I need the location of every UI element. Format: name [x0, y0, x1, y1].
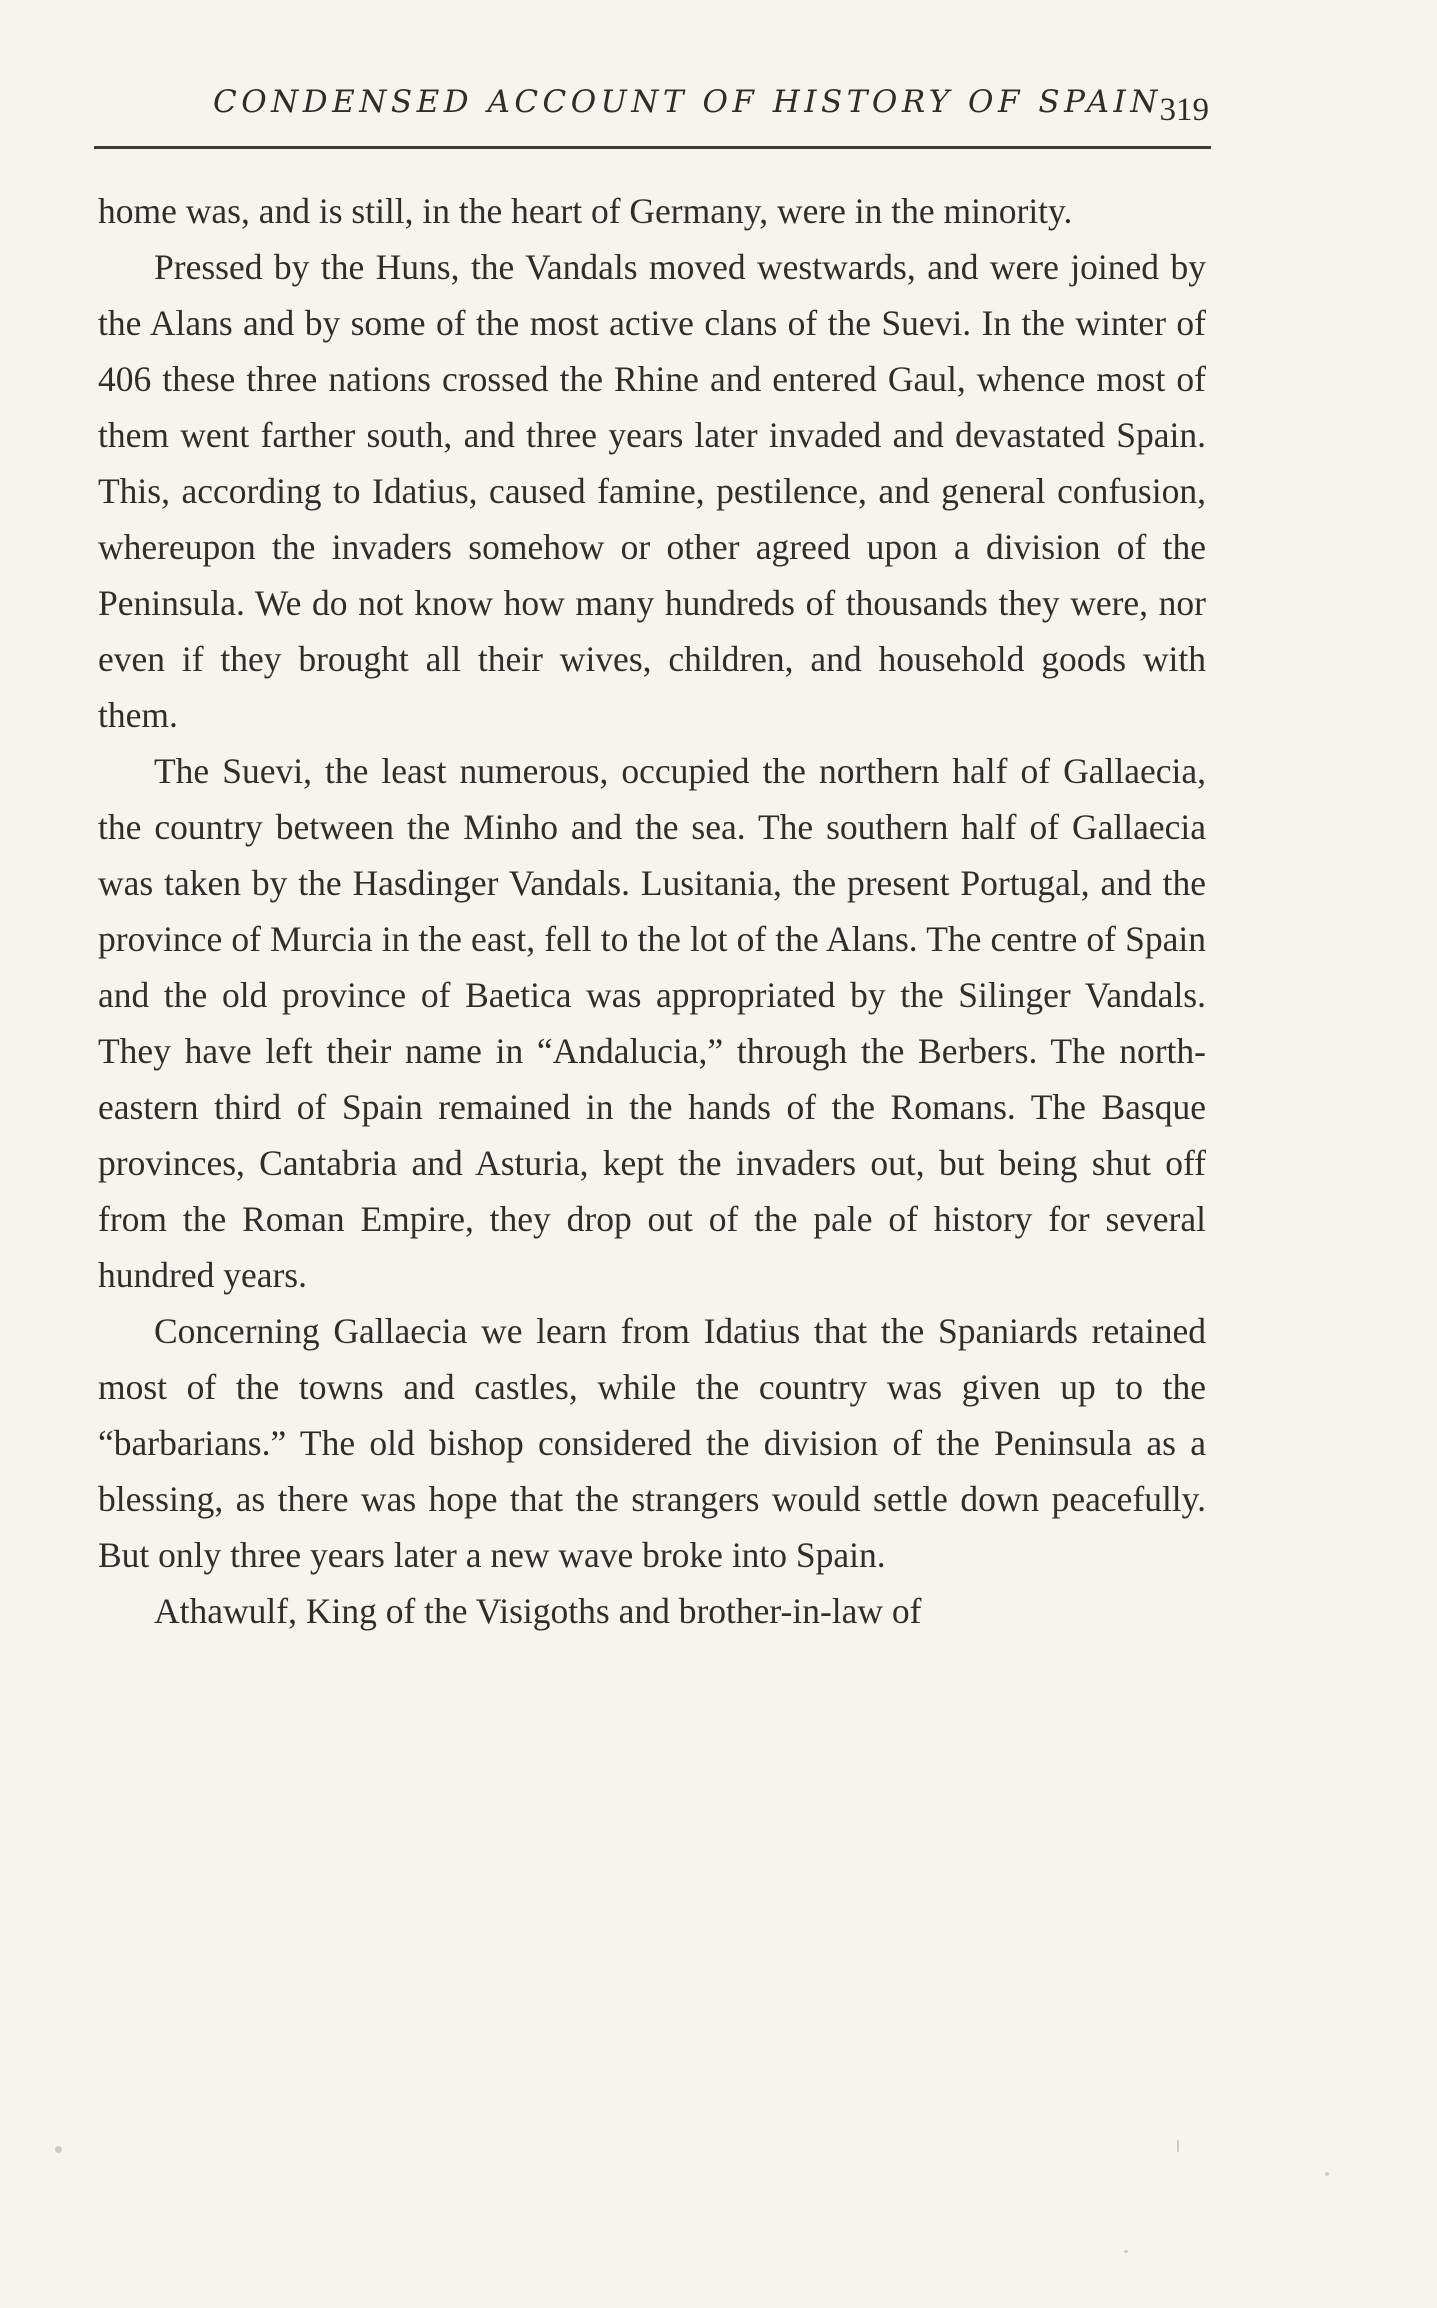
page-number: 319: [1159, 92, 1209, 128]
paragraph-continuation: home was, and is still, in the heart of Germany, were in the minority.: [98, 191, 1073, 231]
body-text: [98, 183, 1206, 1639]
paper-speck: [1325, 2172, 1329, 2176]
header-rule: [94, 146, 1211, 149]
paper-speck: [55, 2146, 62, 2153]
paper-speck: [1177, 2140, 1179, 2152]
paragraph-athawulf: Athawulf, King of the Visigoths and brother-in-law of: [154, 1591, 922, 1631]
paragraph-gallaecia: Concerning Gallaecia we learn from Idatius that the Spaniards retained most of the towns and castles, while the country was given up to the “barbarians.” The old bishop considered the division of the Peninsula as a blessing, as there was hope that the strangers would settle down peacefully. But only three years later a new wave broke into Spain.: [98, 1311, 1206, 1575]
paragraph-vandals: Pressed by the Huns, the Vandals moved westwards, and were joined by the Alans and by some of the most active clans of the Suevi. In the winter of 406 these three nations crossed the Rhine and entered Gaul, whence most of them went farther south, and three years later invaded and devastated Spain. This, according to Idatius, caused famine, pestilence, and general confusion, whereupon the invaders somehow or other agreed upon a division of the Peninsula. We do not know how many hundreds of thousands they were, nor even if they brought all their wives, children, and household goods with them.: [98, 247, 1206, 735]
paragraph-suevi: The Suevi, the least numerous, occupied the northern half of Gallaecia, the country between the Minho and the sea. The southern half of Gallaecia was taken by the Hasdinger Vandals. Lusitania, the present Portugal, and the province of Murcia in the east, fell to the lot of the Alans. The centre of Spain and the old province of Baetica was appropriated by the Silinger Vandals. They have left their name in “Andalucia,” through the Berbers. The north-eastern third of Spain remained in the hands of the Romans. The Basque provinces, Cantabria and Asturia, kept the invaders out, but being shut off from the Roman Empire, they drop out of the pale of history for several hundred years.: [98, 751, 1206, 1295]
running-head: [98, 74, 1209, 134]
running-title: CONDENSED ACCOUNT OF HISTORY OF SPAIN: [213, 84, 1162, 120]
paper-speck: [1124, 2250, 1128, 2253]
